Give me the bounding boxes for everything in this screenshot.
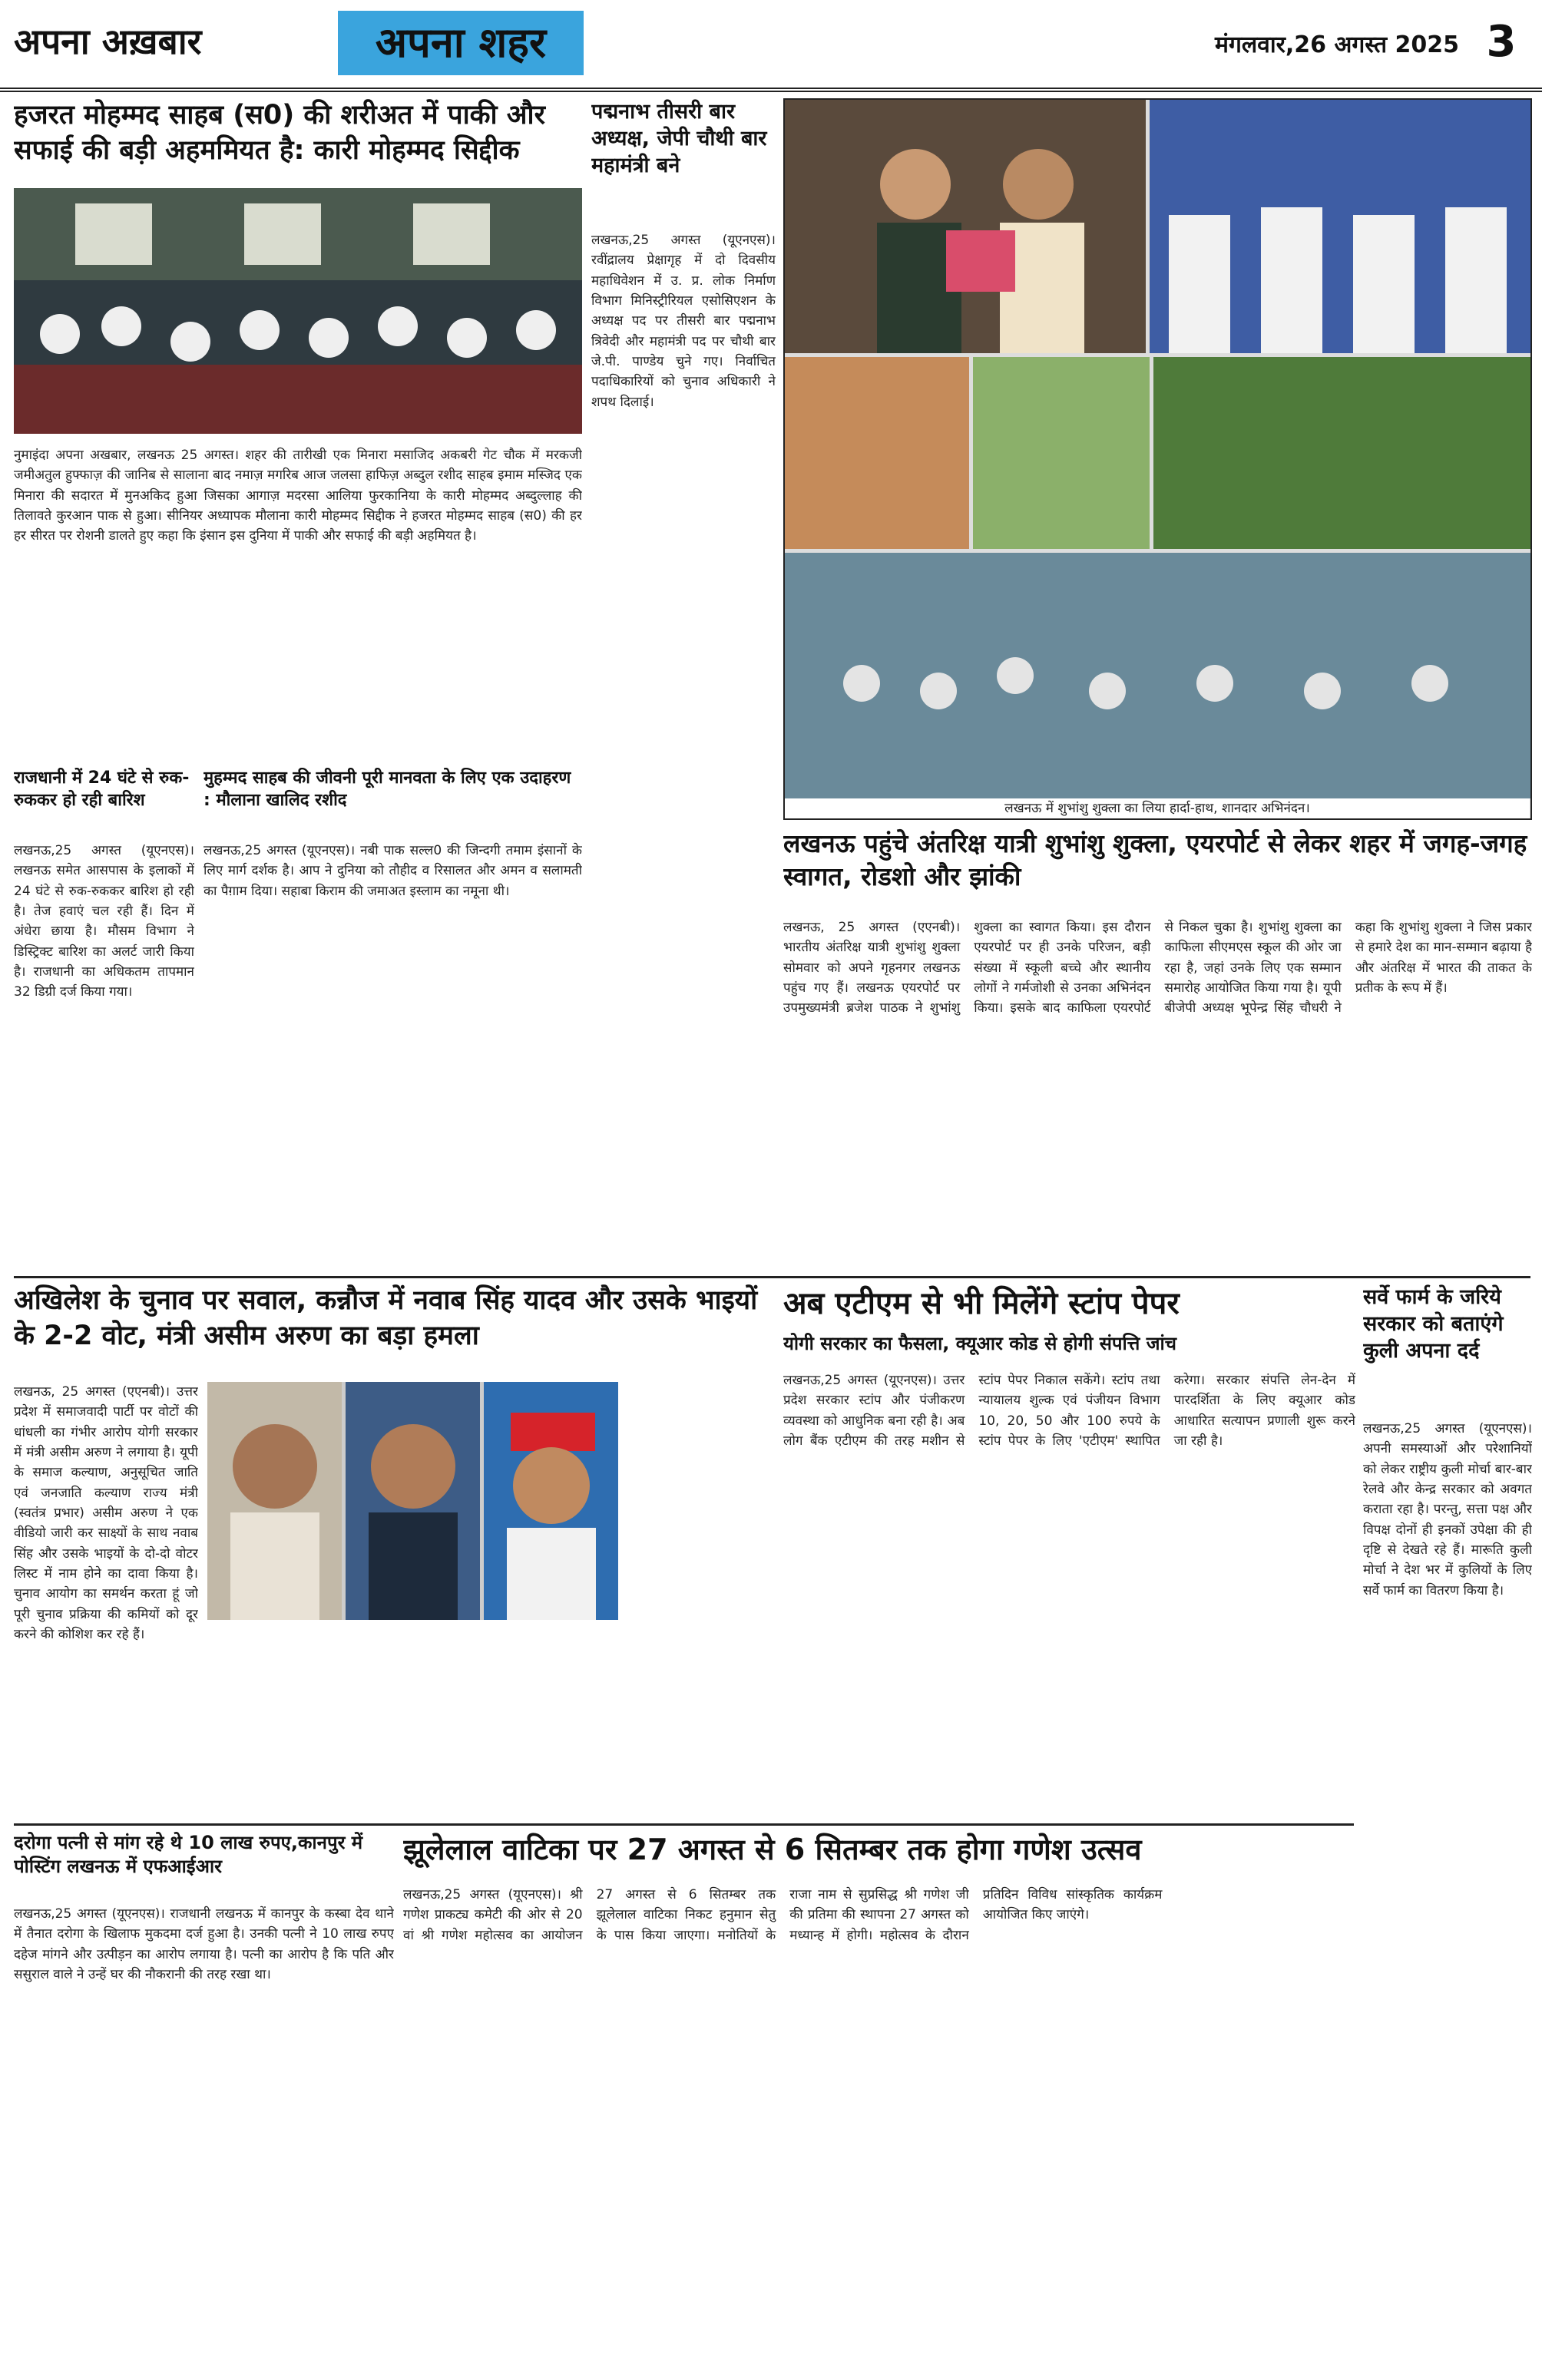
atm-body: लखनऊ,25 अगस्त (यूएनएस)। उत्तर प्रदेश सरकार स्टांप और पंजीकरण व्यवस्था को आधुनिक बना रही है। अब लोग बैंक एटीएम की तरह मशीन से स्टांप पेपर निकाल सकेंगे। स्टांप तथा न्यायालय शुल्क एवं पंजीयन विभाग 10, 20, 50 और 100 रुपये के स्टांप पेपर के लिए 'एटीएम' स्थापित करेगा। सरकार संपत्ति लेन-देन में पारदर्शिता के लिए क्यूआर कोड आधारित सत्यापन प्रणाली शुरू करने जा रही है।	[783, 1373, 1355, 1449]
dateline: मंगलवार,26 अगस्त 2025	[1215, 31, 1459, 58]
mohammad-headline: मुहम्मद साहब की जीवनी पूरी मानवता के लिए एक उदाहरण : मौलाना खालिद रशीद	[204, 769, 571, 810]
section-divider-2	[14, 1823, 1354, 1826]
shubhanshu-photo-collage	[783, 98, 1532, 820]
atm-subheadline: योगी सरकार का फैसला, क्यूआर कोड से होगी संपत्ति जांच	[783, 1333, 1176, 1354]
akhilesh-photos	[207, 1382, 618, 1620]
daroga-headline: दरोगा पत्नी से मांग रहे थे 10 लाख रुपए,कानपुर में पोस्टिंग लखनऊ में एफआईआर	[14, 1832, 363, 1878]
akhilesh-body: लखनऊ, 25 अगस्त (एएनबी)। उत्तर प्रदेश में समाजवादी पार्टी पर वोटों की धांधली का गंभीर आरोप योगी सरकार में मंत्री असीम अरुण ने लगाया है। यूपी के समाज कल्याण, अनुसूचित जाति एवं जनजाति कल्याण राज्य मंत्री (स्वतंत्र प्रभार) असीम अरुण ने एक वीडियो जारी कर साक्ष्यों के साथ नवाब सिंह और उसके भाइयों के दो-दो वोटर लिस्ट में नाम होने का दावा किया है। चुनाव आयोग का समर्थन करता हूं जो पूरी चुनाव प्रक्रिया की कमियों को दूर करने की कोशिश कर रहे हैं।	[14, 1384, 198, 1643]
kuli-headline: सर्वे फार्म के जरिये सरकार को बताएंगे कुली अपना दर्द	[1363, 1285, 1504, 1364]
brand-right: अपना शहर	[338, 11, 584, 75]
akhilesh-headline: अखिलेश के चुनाव पर सवाल, कन्नौज में नवाब सिंह यादव और उसके भाइयों के 2-2 वोट, मंत्री असीम अरुण का बड़ा हमला	[14, 1285, 758, 1351]
shubhanshu-photo-caption: लखनऊ में शुभांशु शुक्ला का लिया हार्दा-हाथ, शानदार अभिनंदन।	[785, 798, 1530, 818]
section-divider	[14, 1276, 1530, 1278]
padmanabh-headline: पद्मनाभ तीसरी बार अध्यक्ष, जेपी चौथी बार महामंत्री बने	[591, 100, 767, 178]
photo-collage-icon	[785, 100, 1532, 820]
shubhanshu-body: लखनऊ, 25 अगस्त (एएनबी)। भारतीय अंतरिक्ष यात्री शुभांशु शुक्ला सोमवार को अपने गृहनगर लखनऊ पहुंच गए हैं। लखनऊ एयरपोर्ट पर उपमुख्यमंत्री ब्रजेश पाठक ने शुभांशु शुक्ला का स्वागत किया। इस दौरान एयरपोर्ट पर ही उनके परिजन, बड़ी संख्या में स्कूली बच्चे और स्थानीय लोगों ने गर्मजोशी से उनका अभिनंदन किया। इसके बाद काफिला एयरपोर्ट से निकल चुका है। शुभांशु शुक्ला का काफिला सीएमएस स्कूल की ओर जा रहा है, जहां उनके लिए एक सम्मान समारोह आयोजित किया गया है। यूपी बीजेपी अध्यक्ष भूपेन्द्र सिंह चौधरी ने कहा कि शुभांशु शुक्ला ने जिस प्रकार से हमारे देश का मान-सम्मान बढ़ाया है और अंतरिक्ष में भारत की ताकत के प्रतीक के रूप में हैं।	[783, 920, 1532, 1016]
kuli-body: लखनऊ,25 अगस्त (यूएनएस)। अपनी समस्याओं और परेशानियों को लेकर राष्ट्रीय कुली मोर्चा बार-बार रेलवे और केन्द्र सरकार को अवगत कराता रहा है। परन्तु, सत्ता पक्ष और विपक्ष दोनों ही इनकों उपेक्षा की ही दृष्टि से देखते रहे हैं। मारूति कुली मोर्चा ने देश भर में कुलियों के लिए सर्वे फार्म का वितरण किया है।	[1363, 1421, 1532, 1598]
shubhanshu-headline: लखनऊ पहुंचे अंतरिक्ष यात्री शुभांशु शुक्ला, एयरपोर्ट से लेकर शहर में जगह-जगह स्वागत, रोडशो और झांकी	[783, 828, 1527, 891]
padmanabh-body: लखनऊ,25 अगस्त (यूएनएस)। रवींद्रालय प्रेक्षागृह में दो दिवसीय महाधिवेशन में उ. प्र. लोक निर्माण विभाग मिनिस्ट्रीरियल एसोसिएशन के अध्यक्ष पद पर तीसरी बार पद्मनाभ त्रिवेदी और महामंत्री पद पर चौथी बार जे.पी. पाण्डेय चुने गए। निर्वाचित पदाधिकारियों को चुनाव अधिकारी ने शपथ दिलाई।	[591, 233, 776, 410]
brand-left: अपना अख़बार	[14, 21, 202, 62]
page-number: 3	[1486, 17, 1517, 67]
jhulelal-body: लखनऊ,25 अगस्त (यूएनएस)। श्री गणेश प्राकट्य कमेटी की ओर से 20 वां श्री गणेश महोत्सव का आयोजन 27 अगस्त से 6 सितम्बर तक झूलेलाल वाटिका निकट हनुमान सेतु के पास किया जाएगा। मनोतियों के राजा नाम से सुप्रसिद्ध श्री गणेश जी की प्रतिमा की स्थापना 27 अगस्त को मध्यान्ह में होगी। महोत्सव के दौरान प्रतिदिन विविध सांस्कृतिक कार्यक्रम आयोजित किए जाएंगे।	[403, 1887, 1163, 1943]
qari-photo	[14, 188, 582, 434]
qari-body: नुमाइंदा अपना अखबार, लखनऊ 25 अगस्त। शहर की तारीखी एक मिनारा मसाजिद अकबरी गेट चौक में मरकजी जमीअतुल हुफ्फाज़ की जानिब से सालाना बाद नमाज़ मगरिब आज जलसा हाफिज़ अब्दुल रशीद साहब इमाम मस्जिद एक मिनारा की सदारत में मुनअकिद हुआ जिसका आगाज़ मदरसा आलिया फुरकानिया के कारी मोहम्मद अब्दुल्लाह की तिलावते कुरआन पाक से हुआ। सीनियर अध्यापक मौलाना कारी मोहम्मद सिद्दीक ने हजरत मोहम्मद साहब (स0) की हर हर सीरत पर रोशनी डालते हुए कहा कि इंसान इस दुनिया में पाकी और सफाई की बड़ी अहमियत है।	[14, 448, 582, 544]
daroga-body: लखनऊ,25 अगस्त (यूएनएस)। राजधानी लखनऊ में कानपुर के कस्बा देव थाने में तैनात दरोगा के खिलाफ मुकदमा दर्ज हुआ है। उनकी पत्नी ने 10 लाख रुपए दहेज मांगने और उत्पीड़न का आरोप लगाया है। पत्नी का आरोप है कि पति और ससुराल वाले ने उन्हें घर की नौकरानी की तरह रखा था।	[14, 1906, 394, 1983]
jhulelal-headline: झूलेलाल वाटिका पर 27 अगस्त से 6 सितम्बर तक होगा गणेश उत्सव	[403, 1833, 1142, 1866]
atm-headline: अब एटीएम से भी मिलेंगे स्टांप पेपर	[783, 1286, 1180, 1321]
rain-body: लखनऊ,25 अगस्त (यूएनएस)। लखनऊ समेत आसपास के इलाकों में 24 घंटे से रुक-रुककर बारिश हो रही है। तेज हवाएं चल रही हैं। दिन में अंधेरा छाया है। मौसम विभाग ने डिस्ट्रिक्ट बारिश का अलर्ट जारी किया है। राजधानी का अधिकतम तापमान 32 डिग्री दर्ज किया गया।	[14, 843, 194, 1000]
qari-headline: हजरत मोहम्मद साहब (स0) की शरीअत में पाकी और सफाई की बड़ी अहममियत है: कारी मोहम्मद सिद्दीक	[14, 100, 545, 166]
portrait-photos-icon	[207, 1382, 618, 1620]
mohammad-body: लखनऊ,25 अगस्त (यूएनएस)। नबी पाक सल्ल0 की जिन्दगी तमाम इंसानों के लिए मार्ग दर्शक है। आप ने दुनिया को तौहीद व रिसालत और अमन व सलामती का पैग़ाम दिया। सहाबा किराम की जमाअत इस्लाम का नमूना थी।	[204, 843, 582, 899]
gathering-photo-icon	[14, 188, 582, 434]
rain-headline: राजधानी में 24 घंटे से रुक-रुककर हो रही बारिश	[14, 769, 190, 810]
